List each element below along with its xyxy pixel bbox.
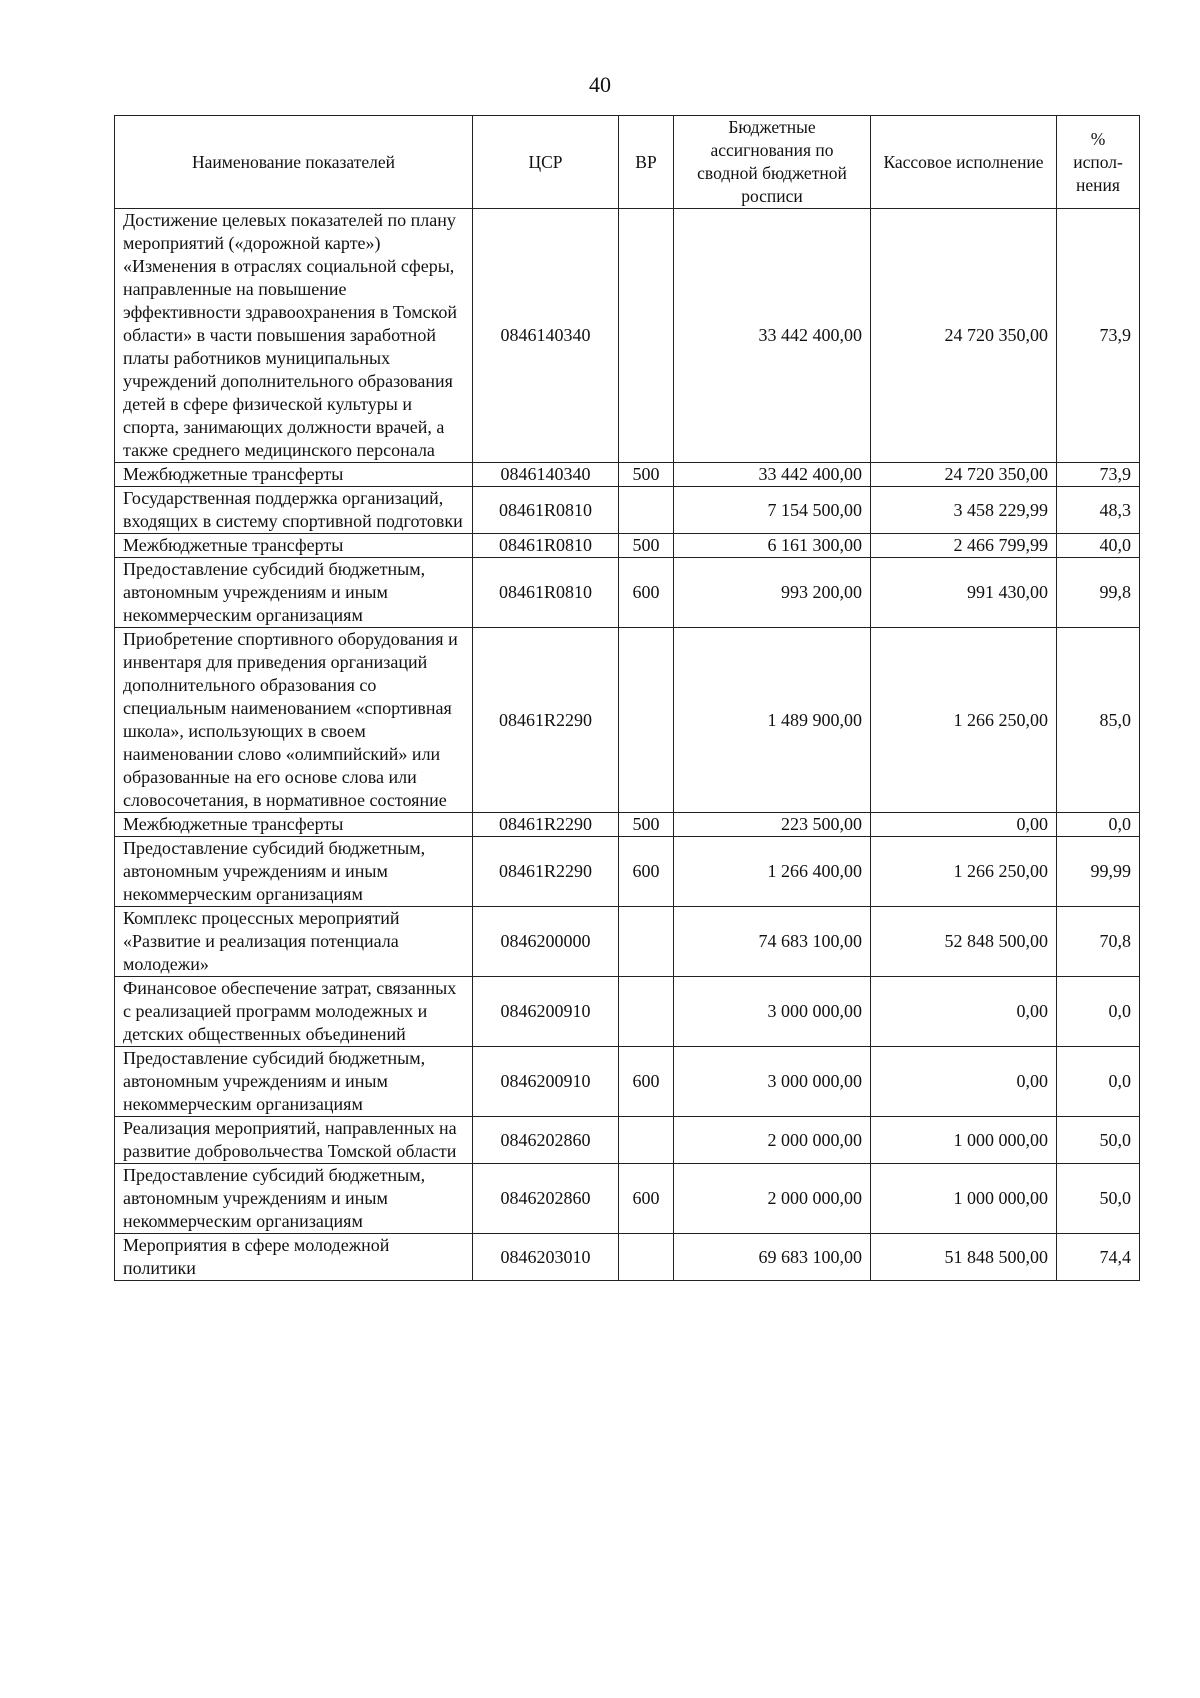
cell-assignments: 33 442 400,00 bbox=[674, 463, 871, 487]
cell-vr: 600 bbox=[619, 558, 674, 628]
cell-cash: 1 000 000,00 bbox=[871, 1117, 1057, 1164]
table-row bbox=[115, 534, 1140, 558]
table-row bbox=[115, 628, 1140, 813]
cell-percent: 50,0 bbox=[1057, 1117, 1140, 1164]
cell-percent: 0,0 bbox=[1057, 977, 1140, 1047]
cell-csr: 08461R2290 bbox=[473, 813, 619, 837]
cell-cash: 51 848 500,00 bbox=[871, 1234, 1057, 1281]
cell-percent: 73,9 bbox=[1057, 463, 1140, 487]
cell-percent: 73,9 bbox=[1057, 209, 1140, 463]
cell-assignments: 223 500,00 bbox=[674, 813, 871, 837]
cell-assignments: 74 683 100,00 bbox=[674, 907, 871, 977]
cell-assignments: 1 266 400,00 bbox=[674, 837, 871, 907]
table-row bbox=[115, 463, 1140, 487]
cell-percent: 85,0 bbox=[1057, 628, 1140, 813]
cell-name: Предоставление субсидий бюджетным, автономным учреждениям и иным некоммерческим организациям bbox=[115, 558, 473, 628]
cell-name: Предоставление субсидий бюджетным, автономным учреждениям и иным некоммерческим организациям bbox=[115, 837, 473, 907]
cell-assignments: 7 154 500,00 bbox=[674, 487, 871, 534]
cell-name: Межбюджетные трансферты bbox=[115, 813, 473, 837]
cell-vr: 500 bbox=[619, 463, 674, 487]
table-row bbox=[115, 813, 1140, 837]
cell-percent: 40,0 bbox=[1057, 534, 1140, 558]
cell-percent: 70,8 bbox=[1057, 907, 1140, 977]
cell-assignments: 6 161 300,00 bbox=[674, 534, 871, 558]
cell-name: Межбюджетные трансферты bbox=[115, 463, 473, 487]
page-number: 40 bbox=[589, 72, 611, 97]
cell-cash: 3 458 229,99 bbox=[871, 487, 1057, 534]
cell-vr bbox=[619, 977, 674, 1047]
header-cash: Кассовое исполнение bbox=[871, 116, 1057, 209]
table-row bbox=[115, 1117, 1140, 1164]
cell-csr: 0846202860 bbox=[473, 1117, 619, 1164]
cell-percent: 99,99 bbox=[1057, 837, 1140, 907]
cell-vr: 500 bbox=[619, 813, 674, 837]
cell-assignments: 2 000 000,00 bbox=[674, 1117, 871, 1164]
cell-cash: 0,00 bbox=[871, 813, 1057, 837]
cell-name: Предоставление субсидий бюджетным, автономным учреждениям и иным некоммерческим организациям bbox=[115, 1164, 473, 1234]
cell-name: Межбюджетные трансферты bbox=[115, 534, 473, 558]
table-row bbox=[115, 487, 1140, 534]
cell-assignments: 3 000 000,00 bbox=[674, 1047, 871, 1117]
table-header-row bbox=[115, 116, 1140, 209]
cell-vr: 500 bbox=[619, 534, 674, 558]
cell-cash: 0,00 bbox=[871, 1047, 1057, 1117]
cell-csr: 0846202860 bbox=[473, 1164, 619, 1234]
cell-percent: 48,3 bbox=[1057, 487, 1140, 534]
cell-assignments: 3 000 000,00 bbox=[674, 977, 871, 1047]
cell-cash: 991 430,00 bbox=[871, 558, 1057, 628]
table-row bbox=[115, 837, 1140, 907]
header-name: Наименование показателей bbox=[115, 116, 473, 209]
cell-assignments: 2 000 000,00 bbox=[674, 1164, 871, 1234]
budget-execution-table bbox=[114, 115, 1140, 1281]
cell-assignments: 993 200,00 bbox=[674, 558, 871, 628]
header-vr: ВР bbox=[619, 116, 674, 209]
cell-csr: 08461R2290 bbox=[473, 837, 619, 907]
table-row bbox=[115, 558, 1140, 628]
cell-name: Мероприятия в сфере молодежной политики bbox=[115, 1234, 473, 1281]
cell-name: Комплекс процессных мероприятий «Развитие и реализация потенциала молодежи» bbox=[115, 907, 473, 977]
table-row bbox=[115, 1234, 1140, 1281]
cell-cash: 24 720 350,00 bbox=[871, 209, 1057, 463]
cell-assignments: 1 489 900,00 bbox=[674, 628, 871, 813]
cell-cash: 24 720 350,00 bbox=[871, 463, 1057, 487]
header-assignments: Бюджетные ассигнования по сводной бюджетной росписи bbox=[674, 116, 871, 209]
table-row bbox=[115, 907, 1140, 977]
cell-name: Финансовое обеспечение затрат, связанных с реализацией программ молодежных и детских общественных объединений bbox=[115, 977, 473, 1047]
cell-vr bbox=[619, 628, 674, 813]
cell-csr: 0846140340 bbox=[473, 209, 619, 463]
header-percent: % испол-нения bbox=[1057, 116, 1140, 209]
cell-cash: 52 848 500,00 bbox=[871, 907, 1057, 977]
cell-cash: 0,00 bbox=[871, 977, 1057, 1047]
cell-name: Предоставление субсидий бюджетным, автономным учреждениям и иным некоммерческим организациям bbox=[115, 1047, 473, 1117]
cell-name: Приобретение спортивного оборудования и инвентаря для приведения организаций дополнительного образования со специальным наименованием «спортивная школа», использующих в своем наименовании слово «олимпийский» или образованные на его основе слова или словосочетания, в нормативное состояние bbox=[115, 628, 473, 813]
cell-csr: 08461R0810 bbox=[473, 534, 619, 558]
cell-cash: 2 466 799,99 bbox=[871, 534, 1057, 558]
table-row bbox=[115, 977, 1140, 1047]
cell-vr: 600 bbox=[619, 1164, 674, 1234]
cell-vr bbox=[619, 907, 674, 977]
cell-csr: 0846140340 bbox=[473, 463, 619, 487]
table-row bbox=[115, 1164, 1140, 1234]
cell-vr: 600 bbox=[619, 1047, 674, 1117]
cell-percent: 74,4 bbox=[1057, 1234, 1140, 1281]
cell-csr: 0846200910 bbox=[473, 1047, 619, 1117]
cell-name: Государственная поддержка организаций, входящих в систему спортивной подготовки bbox=[115, 487, 473, 534]
cell-vr bbox=[619, 209, 674, 463]
cell-vr: 600 bbox=[619, 837, 674, 907]
cell-csr: 08461R0810 bbox=[473, 558, 619, 628]
header-csr: ЦСР bbox=[473, 116, 619, 209]
table-row bbox=[115, 209, 1140, 463]
table-row bbox=[115, 1047, 1140, 1117]
cell-vr bbox=[619, 1234, 674, 1281]
cell-percent: 99,8 bbox=[1057, 558, 1140, 628]
cell-cash: 1 000 000,00 bbox=[871, 1164, 1057, 1234]
cell-percent: 50,0 bbox=[1057, 1164, 1140, 1234]
cell-csr: 0846203010 bbox=[473, 1234, 619, 1281]
cell-assignments: 69 683 100,00 bbox=[674, 1234, 871, 1281]
cell-csr: 0846200910 bbox=[473, 977, 619, 1047]
cell-cash: 1 266 250,00 bbox=[871, 628, 1057, 813]
cell-vr bbox=[619, 1117, 674, 1164]
cell-name: Реализация мероприятий, направленных на развитие добровольчества Томской области bbox=[115, 1117, 473, 1164]
cell-percent: 0,0 bbox=[1057, 1047, 1140, 1117]
cell-csr: 0846200000 bbox=[473, 907, 619, 977]
cell-vr bbox=[619, 487, 674, 534]
cell-cash: 1 266 250,00 bbox=[871, 837, 1057, 907]
cell-percent: 0,0 bbox=[1057, 813, 1140, 837]
cell-csr: 08461R2290 bbox=[473, 628, 619, 813]
cell-csr: 08461R0810 bbox=[473, 487, 619, 534]
cell-assignments: 33 442 400,00 bbox=[674, 209, 871, 463]
cell-name: Достижение целевых показателей по плану мероприятий («дорожной карте») «Изменения в отраслях социальной сферы, направленные на повышение эффективности здравоохранения в Томской области» в части повышения заработной платы работников муниципальных учреждений дополнительного образования детей в сфере физической культуры и спорта, занимающих должности врачей, а также среднего медицинского персонала bbox=[115, 209, 473, 463]
